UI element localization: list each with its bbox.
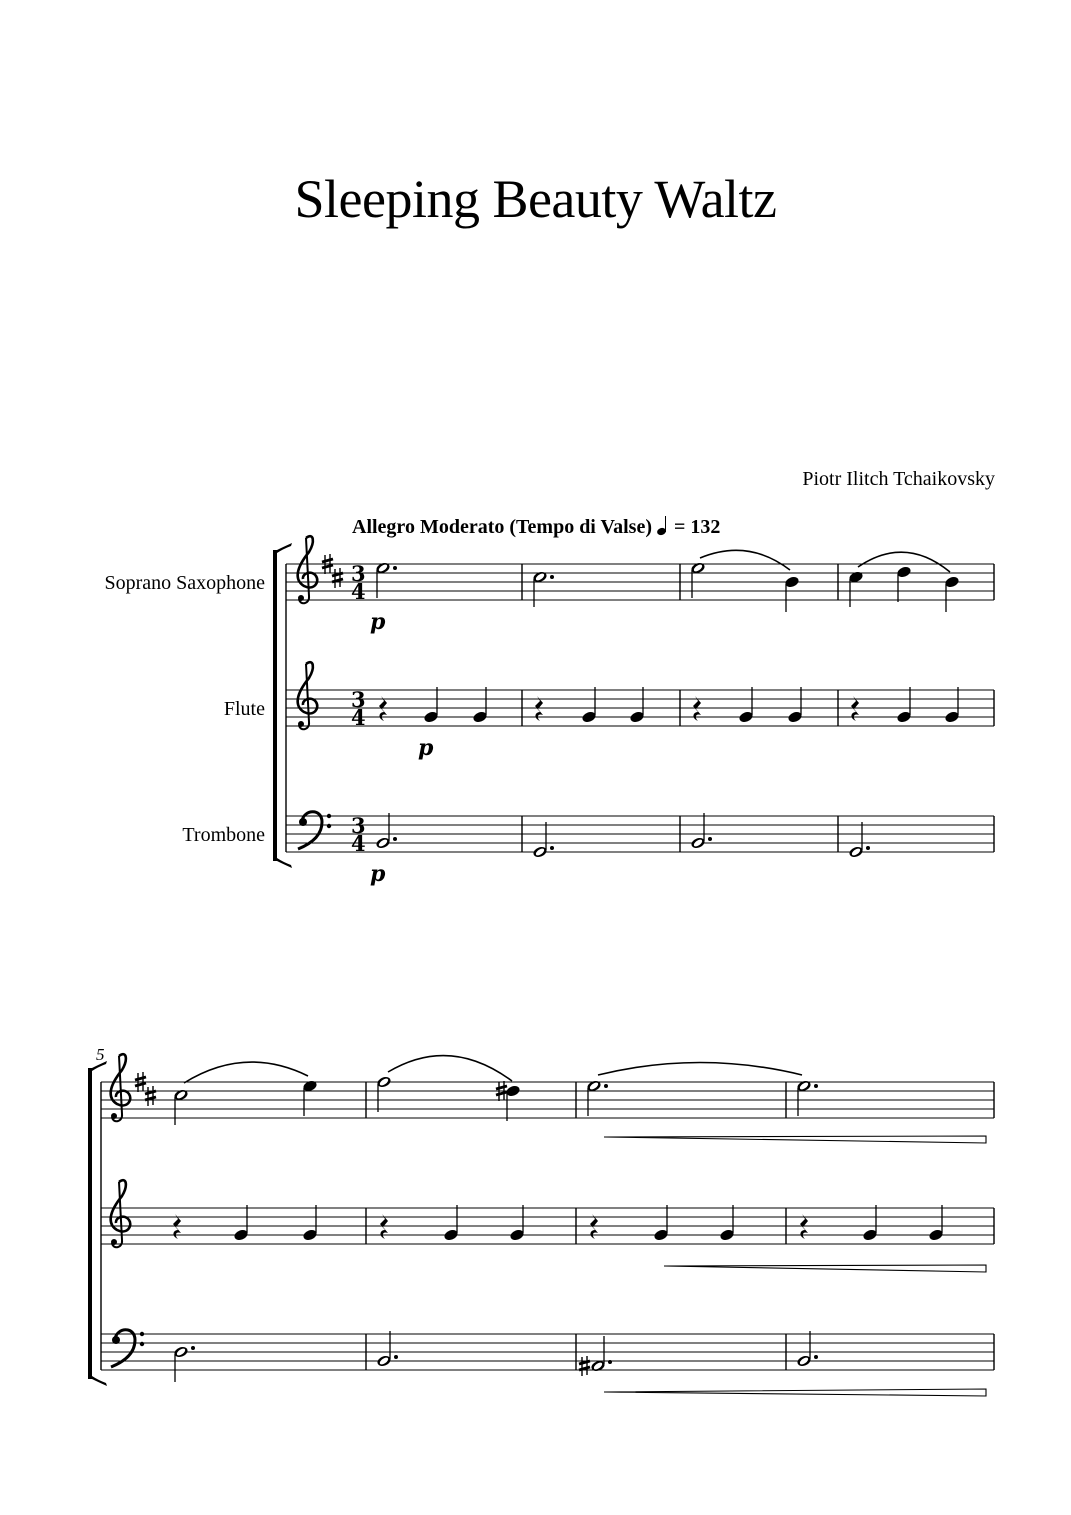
flute-notes-system-2: [173, 1205, 986, 1272]
tempo-bpm: = 132: [674, 516, 721, 538]
time-sig-lower: 4: [351, 579, 366, 604]
instrument-label-soprano-saxophone: Soprano Saxophone: [104, 572, 265, 594]
measure-number: 5: [96, 1045, 105, 1064]
instrument-label-trombone: Trombone: [182, 824, 265, 846]
dynamic-mark: p: [370, 609, 386, 635]
time-sig-upper: 3: [351, 813, 366, 838]
flute-notes-system-1: [379, 687, 960, 724]
time-sig-lower: 4: [351, 831, 366, 856]
time-sig-upper: 3: [351, 687, 366, 712]
sharp-icon: [579, 1356, 590, 1376]
treble-clef-icon: [298, 536, 318, 603]
treble-clef-icon: [111, 1054, 131, 1121]
sharp-icon: [145, 1086, 156, 1106]
instrument-label-flute: Flute: [223, 698, 265, 720]
sharp-icon: [332, 568, 343, 588]
treble-clef-icon: [298, 662, 318, 729]
dynamic-mark: p: [370, 861, 386, 887]
trombone-notes-system-2: [173, 1331, 986, 1396]
composer-name: Piotr Ilitch Tchaikovsky: [802, 468, 995, 490]
sax-notes-system-1: [375, 550, 960, 612]
score-title: Sleeping Beauty Waltz: [294, 169, 777, 229]
time-sig-upper: 3: [351, 561, 366, 586]
time-sig-lower: 4: [351, 705, 366, 730]
dynamic-mark: p: [418, 735, 434, 761]
treble-clef-icon: [111, 1180, 131, 1247]
tempo-text: Allegro Moderato (Tempo di Valse): [352, 516, 652, 538]
system-1: [273, 536, 994, 887]
sax-notes-system-2: [173, 1056, 986, 1143]
system-2: [88, 1045, 994, 1396]
